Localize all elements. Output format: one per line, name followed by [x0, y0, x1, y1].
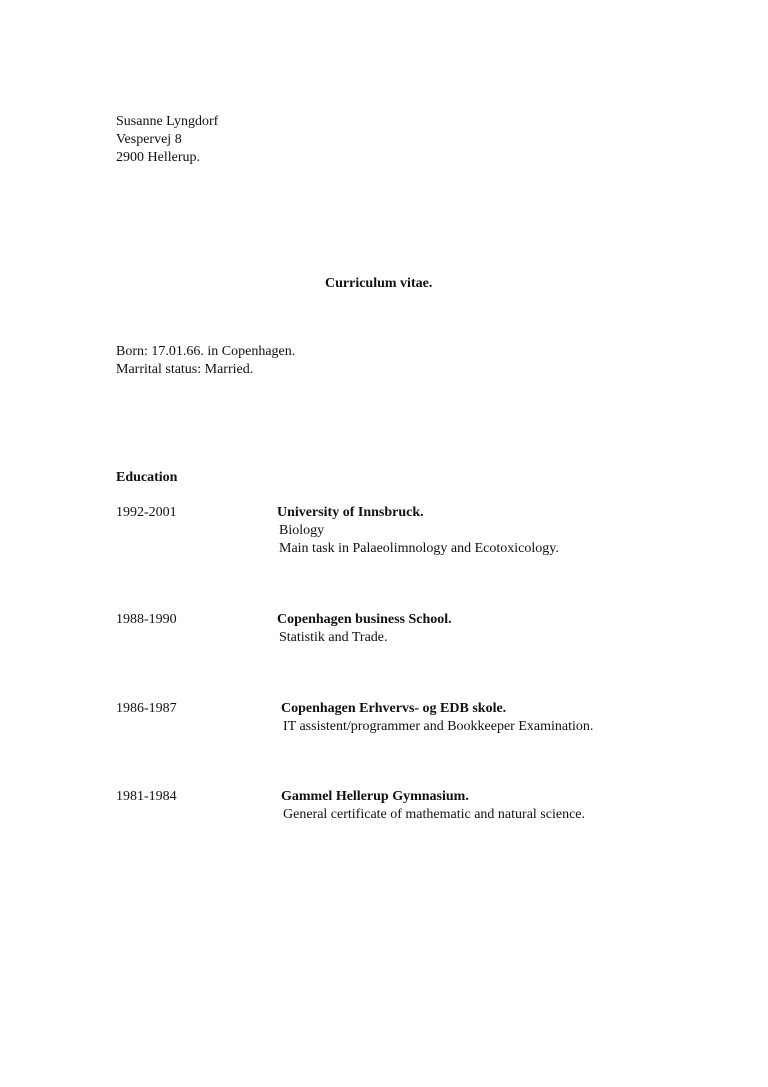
sender-name: Susanne Lyngdorf: [116, 114, 219, 129]
sender-city: 2900 Hellerup.: [116, 150, 200, 165]
entry-school: Copenhagen business School.: [277, 612, 452, 627]
entry-detail: Biology: [279, 523, 325, 538]
entry-school: Gammel Hellerup Gymnasium.: [281, 789, 469, 804]
entry-detail: General certificate of mathematic and natural science.: [283, 807, 585, 822]
marital-status: Marrital status: Married.: [116, 362, 254, 377]
entry-years: 1992-2001: [116, 505, 177, 520]
sender-street: Vespervej 8: [116, 132, 182, 147]
entry-detail: Main task in Palaeolimnology and Ecotoxicology.: [279, 541, 559, 556]
entry-years: 1988-1990: [116, 612, 177, 627]
entry-school: University of Innsbruck.: [277, 505, 424, 520]
entry-years: 1986-1987: [116, 701, 177, 716]
born-info: Born: 17.01.66. in Copenhagen.: [116, 344, 296, 359]
entry-detail: Statistik and Trade.: [279, 630, 388, 645]
education-heading: Education: [116, 470, 178, 485]
entry-detail: IT assistent/programmer and Bookkeeper Examination.: [283, 719, 594, 734]
document-title: Curriculum vitae.: [325, 276, 433, 291]
entry-school: Copenhagen Erhvervs- og EDB skole.: [281, 701, 507, 716]
entry-years: 1981-1984: [116, 789, 177, 804]
